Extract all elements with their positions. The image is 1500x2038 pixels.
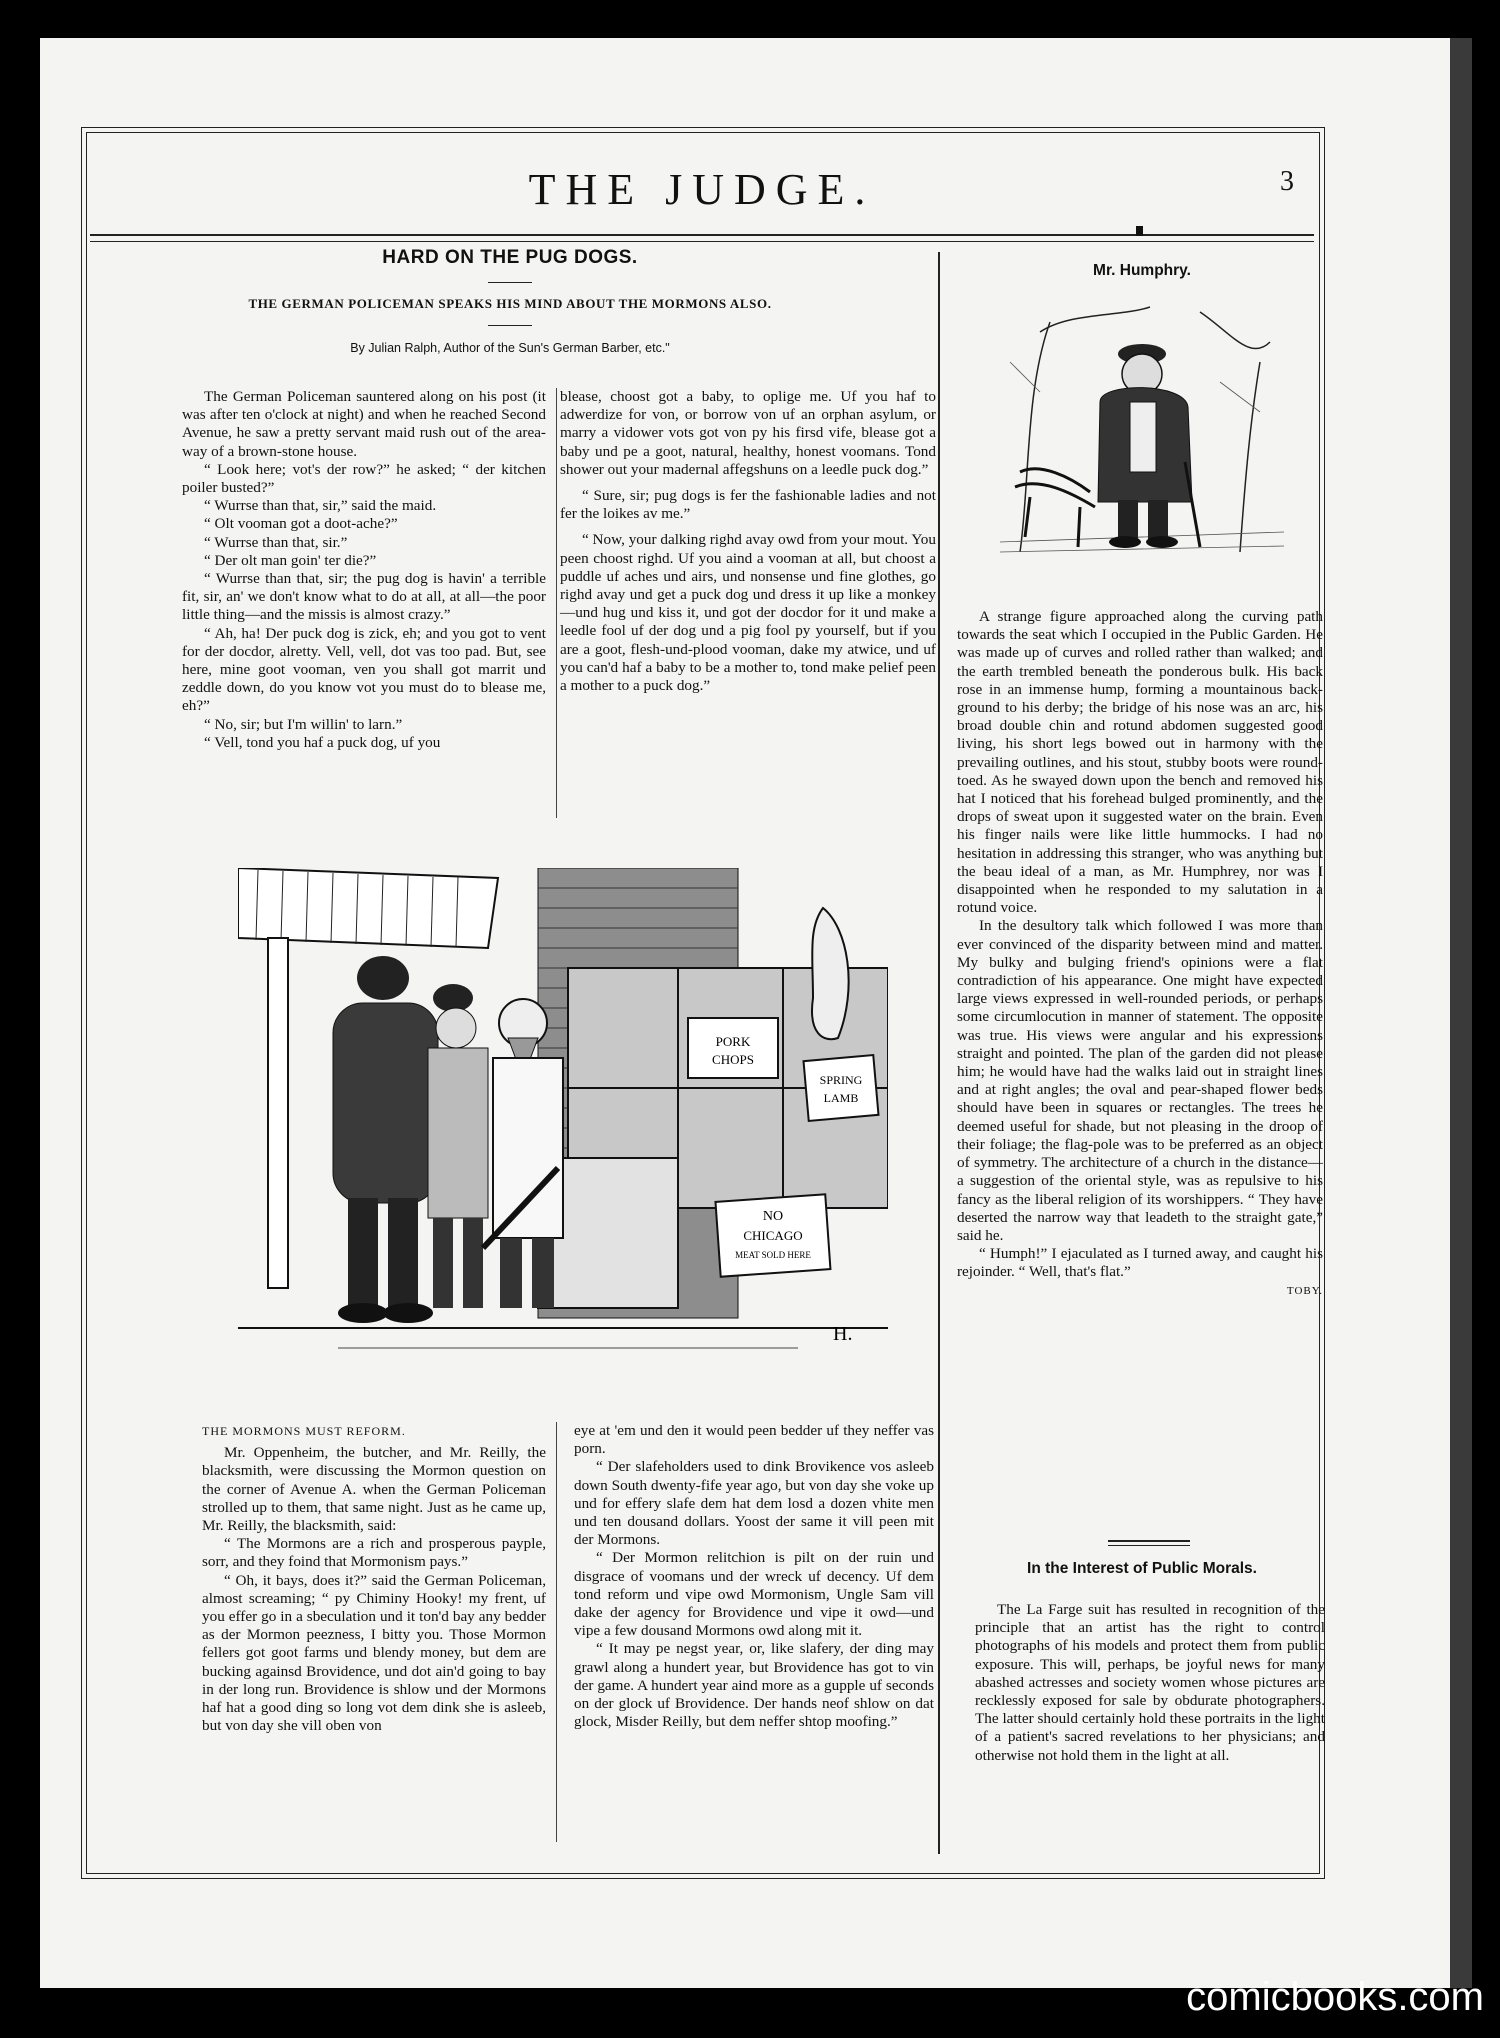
sign-spring-lamb: SPRING — [819, 1073, 863, 1087]
paragraph: A strange figure approached along the curving path towards the seat which I occupied in the Public Garden. He was made up of curves and rolled rather than walked; and the earth trembled beneath the ponderous bulk. His back rose in an immense hump, forming a mountainous back-ground to his derby; the bridge of his nose was an arc, his broad double chin and rotund abdomen suggested good living, his short legs bowed out in harmony with the prevailing outlines, and his stout, stubby boots were round-toed. As he swayed down upon the bench and removed his hat I noticed that his forehead bulged prominently, and the drops of sweat upon it suggested water on the brain. Even his finger nails were like little hummocks. I had no hesitation in addressing this stranger, who was anything but the beau ideal of a man, as Mr. Humphrey, nor was I disappointed when he responded to my salutation in a rotund voice. — [957, 608, 1323, 917]
paragraph: “ Der olt man goin' ter die?” — [204, 551, 377, 569]
paragraph: “ Oh, it bays, does it?” said the German Policeman, almost screaming; “ py Chiminy Hooky! my frent, uf you effer go in a sbeculation und it ton'd bay any bedder as der Mormon peezness, I bitty you. Those Mormon fellers got goot farms und blendy money, but dem are bucking againsd Brovidence, und dot ain'd going to bay in der long run. Brovidence is shlow und der Mormons haf hat a good ding so long vot dem dink she is asleeb, but von day she vill oben von — [202, 1571, 546, 1735]
article-subhead: THE GERMAN POLICEMAN SPEAKS HIS MIND ABOUT THE MORMONS ALSO. — [248, 296, 772, 311]
sidebar-heading-humphry: Mr. Humphry. — [1093, 262, 1191, 279]
paragraph: “ Wurrse than that, sir.” — [204, 533, 348, 551]
masthead-ornament — [1136, 226, 1143, 236]
section-divider — [1108, 1540, 1190, 1542]
engraving-image — [238, 868, 888, 1368]
paragraph: “ Look here; vot's der row?” he asked; “ der kitchen poiler busted?” — [182, 460, 546, 497]
author-signature: TOBY. — [1286, 1284, 1323, 1297]
paragraph: blease, choost got a baby, to oplige me. Uf you haf to adwerdize for von, or borrow von uf an orphan asylum, or marry a vidower vots got von py his firsd vife, blease got a baby und pe a goot, natural, healthy, honest voomans. Tond shower out your madernal affegshuns on a leedle puck dog.” — [560, 388, 936, 478]
article-column-2 — [560, 388, 936, 695]
public-morals-article — [975, 1601, 1325, 1765]
paragraph: Mr. Oppenheim, the butcher, and Mr. Reilly, the blacksmith, were discussing the Mormon question on the corner of Avenue A. when the German Policeman strolled up to them, that same night. Just as he came up, Mr. Reilly, the blacksmith, said: — [202, 1444, 546, 1535]
svg-text:MEAT SOLD HERE: MEAT SOLD HERE — [735, 1250, 811, 1260]
humphry-story — [957, 608, 1323, 1300]
paragraph: “ No, sir; but I'm willin' to larn.” — [204, 715, 403, 733]
paragraph: eye at 'em und den it would peen bedder uf they neffer vas porn. — [574, 1422, 934, 1458]
article-column-3 — [202, 1422, 546, 1735]
svg-text:CHICAGO: CHICAGO — [743, 1228, 803, 1243]
column-divider — [938, 252, 940, 1854]
artist-monogram: H. — [833, 1323, 853, 1345]
paragraph: “ Der Mormon relitchion is pilt on der ruin und disgrace of voomans und der wreck uf decency. Uf dem tond reform und vipe owd Mormonism, Ungle Sam vill dake der agency for Brovidence und vipe it owd—und vipe a few dousand Mormons owd along mit it. — [574, 1549, 934, 1640]
article-headline: HARD ON THE PUG DOGS. — [382, 247, 638, 268]
article-column-1 — [182, 388, 546, 752]
paragraph: “ Wurrse than that, sir; the pug dog is havin' a terrible fit, sir, an' we don't know what to do at all, at all—the poor little thing—and the missis is almost crazy.” — [182, 570, 546, 624]
masthead-title: THE JUDGE. — [528, 165, 876, 214]
paragraph: The La Farge suit has resulted in recognition of the principle that an artist has the right to control photographs of his models and protect them from public exposure. This will, perhaps, be joyful news for many abashed actresses and society women whose pictures are recklessly exposed for sale by obdurate photographers. The latter should certainly hold these portraits in the light of a patient's sacred revelations to her physicians; and otherwise not hold them in the light at all. — [975, 1601, 1325, 1764]
page-number: 3 — [1280, 166, 1294, 197]
paragraph: “ Wurrse than that, sir,” said the maid. — [204, 497, 437, 515]
illustration-caption: THE MORMONS MUST REFORM. — [202, 1424, 406, 1438]
column-divider-top — [556, 388, 557, 818]
paragraph: “ Now, your dalking righd avay owd from your mout. You peen choost righd. Uf you aind a vooman at all, but choost a puddle uf aches und airs, und nonsense und fine glothes, go righd avay und get a puck dog und dress it up like a monkey—und hug und kiss it, und got der docdor for it und make a leedle fool uf der dog und a pig fool py yourself, but if you are a goot, flesh-und-plood vooman, dake my atwice, und uf you can'd haf a baby to be a mother to, tond make pelief peen a mother to a puck dog.” — [560, 531, 936, 695]
svg-text:CHOPS: CHOPS — [712, 1052, 754, 1067]
column-divider-bottom — [556, 1422, 557, 1842]
svg-text:LAMB: LAMB — [823, 1091, 859, 1105]
paragraph: “ The Mormons are a rich and prosperous payple, sorr, and they foind that Mormonism pays.” — [202, 1535, 546, 1571]
mr-humphry-illustration — [1000, 302, 1284, 564]
paragraph: “ Ah, ha! Der puck dog is zick, eh; and you got to vent for der docdor, alretty. Vell, vell, dot vas too pad. But, see here, mine goot vooman, ven you shall got marrit und zeddle down, do you know vot you must do to blease me, eh?” — [182, 624, 546, 715]
sidebar-heading-public-morals: In the Interest of Public Morals. — [1027, 1560, 1257, 1577]
paragraph: “ Der slafeholders used to dink Brovikence vos asleeb down South dwenty-fife year ago, but von day she voke up und for effery slafe dem hat dem losd a dozen vhite men und ten dousand dollars. Yoost der same it vill peen mit der Mormons. — [574, 1458, 934, 1549]
article-column-4 — [574, 1422, 934, 1731]
humphry-engraving — [1000, 302, 1284, 564]
site-watermark: comicbooks.com — [1186, 1975, 1484, 2019]
paragraph: In the desultory talk which followed I was more than ever convinced of the disparity between mind and matter. My bulky and bulging friend's opinions were a flat contradiction of his appearance. One might have expected large views expressed in well-rounded periods, or perhaps some circumlocution in manner of statement. The opposite was true. His views were angular and his expressions straight and pointed. The plan of the garden did not please him; he would have had the walks laid out in straight lines and at right angles; the oval and pear-shaped flower beds should have been in squares or rectangles. The trees he deemed useful for shade, but not pleasing in the droop of their foliage; the flag-pole was to be preferred as an object of symmetry. The architecture of a church in the distance—a suggestion of the oriental style, was as repulsive to his fancy as the liberal religion of its worshippers. “ They have deserted the narrow way that leadeth to the straight gate,” said he. — [957, 917, 1323, 1244]
paragraph: “ Vell, tond you haf a puck dog, uf you — [204, 733, 441, 751]
sign-pork-chops: PORK — [715, 1034, 751, 1049]
masthead — [90, 148, 1314, 236]
paragraph: The German Policeman sauntered along on his post (it was after ten o'clock at night) and when he reached Second Avenue, he saw a pretty servant maid rush out of the area-way of a brown-stone house. — [182, 388, 546, 460]
sign-no-chicago-meat: NO — [762, 1209, 784, 1224]
article-byline: By Julian Ralph, Author of the Sun's German Barber, etc." — [350, 341, 670, 355]
butcher-shop-illustration — [238, 868, 888, 1368]
paragraph: “ It may pe negst year, or, like slafery, der ding may grawl along a hundert year, but Brovidence has got to vin der game. A hundert year aind more as a gupple uf seconds on der glock uf Brovidence. Der hands neof shlow on dat glock, Misder Reilly, but dem neffer shtop moofing.” — [574, 1640, 934, 1731]
paragraph: “ Humph!” I ejaculated as I turned away, and caught his rejoinder. “ Well, that's flat.” — [957, 1245, 1323, 1281]
paragraph: “ Sure, sir; pug dogs is fer the fashionable ladies and not fer the loikes av me.” — [560, 487, 936, 523]
paragraph: “ Olt vooman got a doot-ache?” — [204, 515, 398, 533]
